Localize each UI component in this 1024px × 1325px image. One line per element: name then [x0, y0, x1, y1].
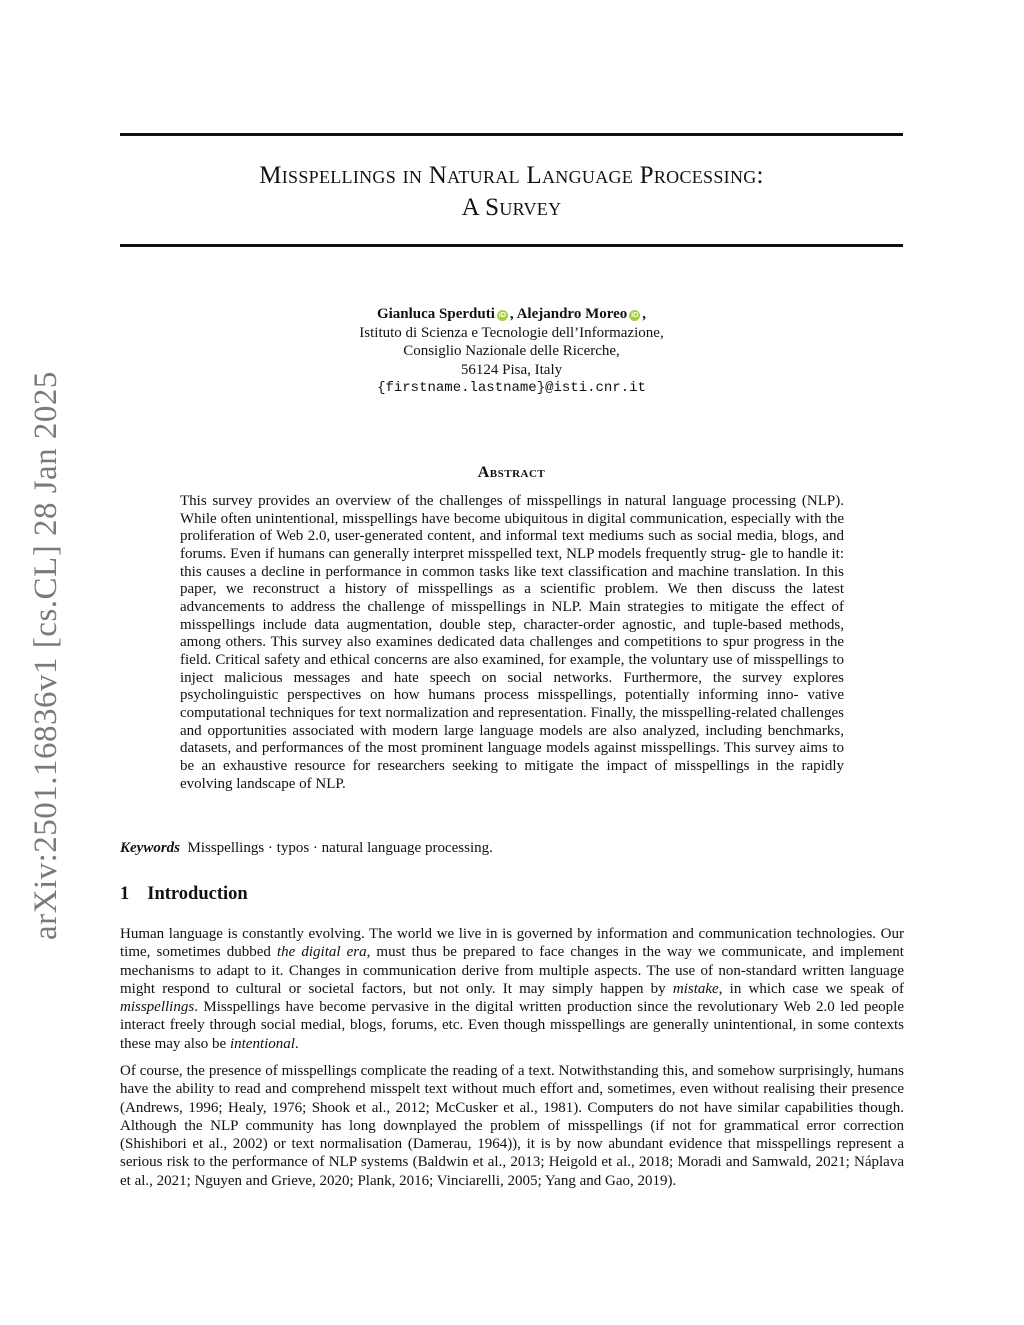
italic-run: intentional	[229, 1035, 295, 1052]
abstract-heading: Abstract	[477, 464, 546, 481]
text-run: .	[294, 1035, 299, 1052]
intro-paragraph-2: Of course, the presence of misspellings complicate the reading of a text. Notwithstanding this, and somehow surprisingly, humans have the ability to read and comprehend misspelt text without much effort and, sometimes, even without realising their presence (Andrews, 1996; Healy, 1976; Shook et al., 2012; McCusker et al., 1981). Computers do not have similar capabilities though. Although the NLP community has long downplayed the problem of misspellings (if not for grammatical error correction (Shishibori et al., 2002) or text normalisation (Damerau, 1964)), it is by now abundant evidence that misspellings represent a serious risk to the performance of NLP systems (Baldwin et al., 2013; Heigold et al., 2018; Moradi and Samwald, 2021; Náplava et al., 2021; Nguyen and Grieve, 2020; Plank, 2016; Vinciarelli, 2005; Yang and Gao, 2019).	[120, 1063, 904, 1189]
title-rule-top	[120, 133, 903, 136]
author-names: Gianluca Sperduti iD , Alejandro Moreo iD ,	[376, 306, 647, 322]
title-rule-bottom	[120, 244, 903, 247]
section-title: Introduction	[147, 884, 248, 904]
keywords	[120, 840, 493, 857]
intro-paragraph-1	[120, 925, 904, 1053]
section-heading-introduction	[120, 884, 248, 905]
author-name: Gianluca Sperduti	[376, 306, 495, 322]
author-name: Alejandro Moreo	[516, 306, 628, 322]
paper-title	[120, 160, 903, 224]
keywords-label: Keywords	[120, 840, 180, 856]
affiliation-line: Istituto di Scienza e Tecnologie dell’Informazione,	[359, 324, 664, 341]
orcid-icon[interactable]: iD	[498, 312, 506, 319]
author-email: {firstname.lastname}@isti.cnr.it	[377, 380, 646, 396]
affiliation-line: Consiglio Nazionale delle Ricerche,	[403, 343, 620, 359]
section-number: 1	[120, 884, 130, 904]
italic-run: mistake	[672, 980, 719, 997]
text-run: . Misspellings have become pervasive in the digital written production since the revolutionary Web 2.0 led people interact freely through social medial, blogs, forums, etc. Even though misspellings are generally unintentional, in some contexts these may also be	[120, 999, 904, 1052]
keywords-text: Misspellings · typos · natural language processing.	[187, 840, 493, 856]
text-run: , in which case we speak of	[718, 980, 904, 997]
affiliation-line: 56124 Pisa, Italy	[460, 361, 563, 378]
abstract-text: This survey provides an overview of the challenges of misspellings in natural language processing (NLP). While often unintentional, misspellings have become ubiquitous in digital communication, especially with the proliferation of Web 2.0, user-generated content, and informal text mediums such as social media, blogs, and forums. Even if humans can generally interpret misspelled text, NLP models frequently strug- gle to handle it: this causes a decline in performance in common tasks like text classification and machine translation. In this paper, we reconstruct a history of misspellings as a scientific problem. We then discuss the latest advancements to address the challenge of misspellings in NLP. Main strategies to mitigate the effect of misspellings include data augmentation, double step, character-order agnostic, and tuple-based methods, among others. This survey also examines dedicated data challenges and competitions to spur progress in the field. Critical safety and ethical concerns are also examined, for example, the voluntary use of misspellings to inject malicious messages and hate speech on social networks. Furthermore, the survey explores psycholinguistic perspectives on how humans process misspellings, potentially informing inno- vative computational techniques for text normalization and representation. Finally, the misspelling-related challenges and opportunities associated with modern large language models are also analyzed, including benchmarks, datasets, and performances of the most prominent language models against misspellings. This survey aims to be an exhaustive resource for researchers seeking to mitigate the impact of misspellings in the rapidly evolving landscape of NLP.	[180, 493, 844, 792]
title-line-1: Misspellings in Natural Language Processing:	[259, 162, 764, 189]
author-block	[120, 305, 903, 398]
orcid-icon[interactable]: iD	[631, 312, 639, 319]
text-run: , must thus be prepared to face changes in the way we communicate, and implement mechanisms to adapt to it. Changes in communication derive from multiple aspects. The use of non-standard written language might respond to cultural or societal factors, but not only. It may simply happen by	[120, 944, 904, 997]
text-run: Human language is constantly evolving. The world we live in is governed by information and communication technologies. Our time, sometimes dubbed	[120, 926, 904, 961]
arxiv-stamp: arXiv:2501.16836v1 [cs.CL] 28 Jan 2025	[28, 371, 64, 940]
italic-run: the digital era	[276, 944, 367, 961]
italic-run: misspellings	[120, 999, 195, 1016]
title-line-2: A Survey	[461, 194, 562, 221]
